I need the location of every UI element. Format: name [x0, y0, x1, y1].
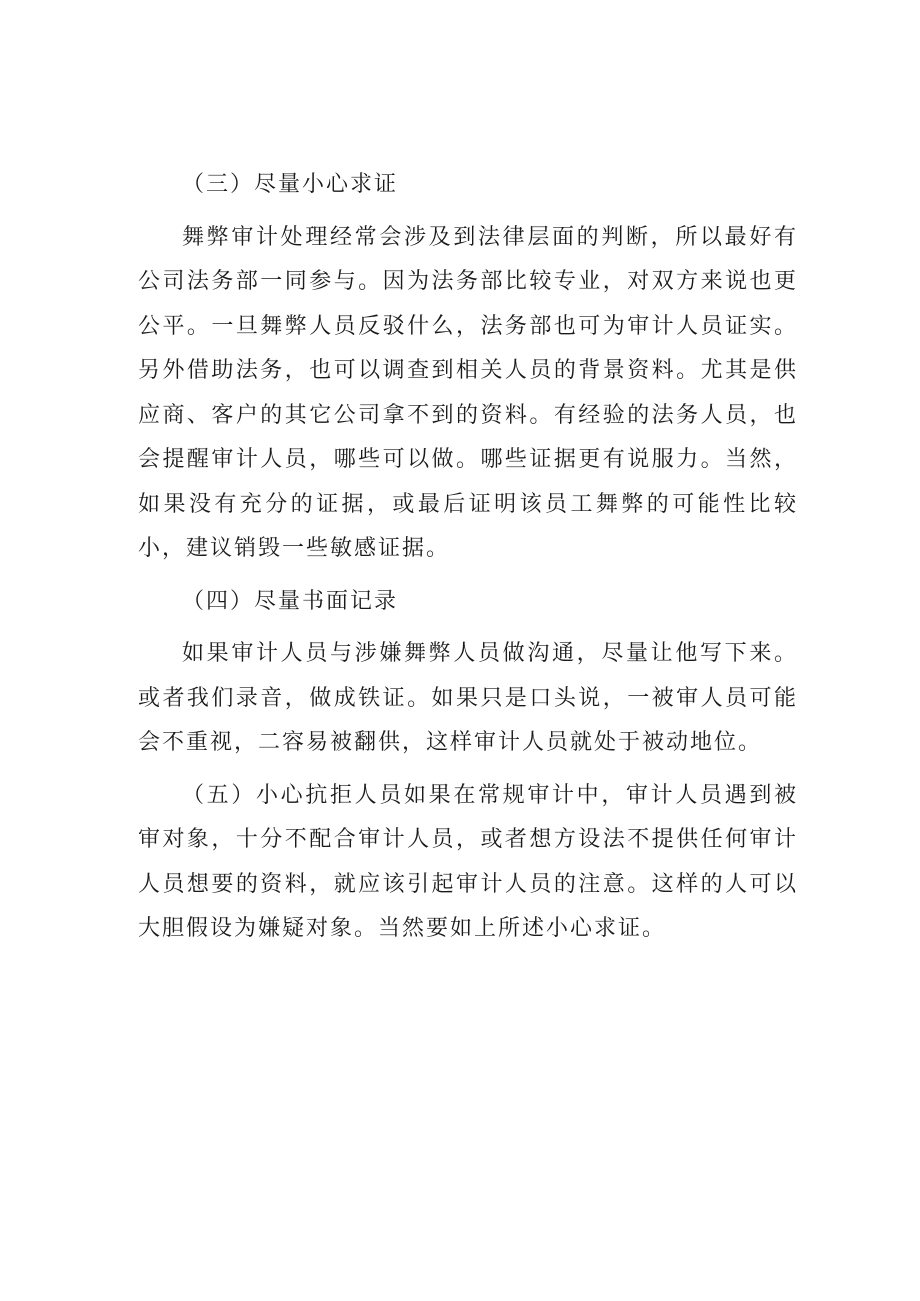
- paragraph-section-4: 如果审计人员与涉嫌舞弊人员做沟通，尽量让他写下来。或者我们录音，做成铁证。如果只是口头说，一被审人员可能会不重视，二容易被翻供，这样审计人员就处于被动地位。: [138, 641, 798, 755]
- document-body: [138, 163, 798, 952]
- section-heading-4: （四）尽量书面记录: [182, 588, 399, 614]
- section-heading-3: （三）尽量小心求证: [182, 172, 399, 197]
- paragraph-section-5: （五）小心抗拒人员如果在常规审计中，审计人员遇到被审对象，十分不配合审计人员，或者想方设法不提供任何审计人员想要的资料，就应该引起审计人员的注意。这样的人可以大胆假设为嫌疑对象。当然要如上所述小心求证。: [138, 782, 798, 941]
- paragraph-section-3: 舞弊审计处理经常会涉及到法律层面的判断，所以最好有公司法务部一同参与。因为法务部比较专业，对双方来说也更公平。一旦舞弊人员反驳什么，法务部也可为审计人员证实。另外借助法务，也可以调查到相关人员的背景资料。尤其是供应商、客户的其它公司拿不到的资料。有经验的法务人员，也会提醒审计人员，哪些可以做。哪些证据更有说服力。当然，如果没有充分的证据，或最后证明该员工舞弊的可能性比较小，建议销毁一些敏感证据。: [138, 224, 798, 561]
